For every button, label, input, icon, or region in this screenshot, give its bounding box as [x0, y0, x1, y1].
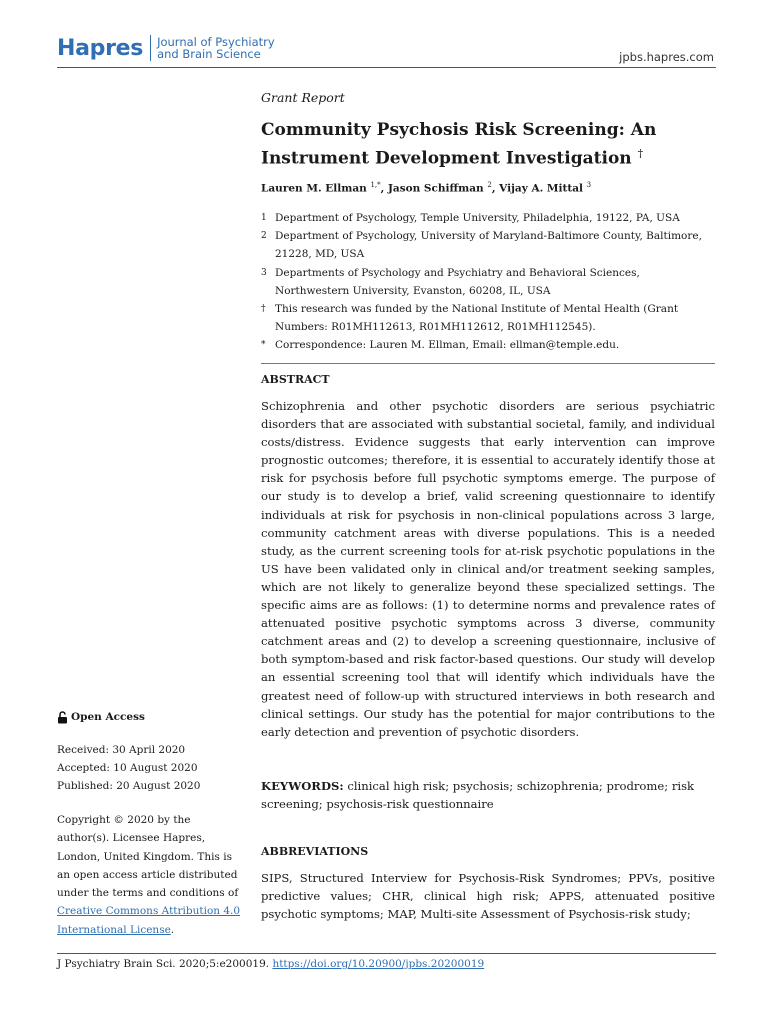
title-footnote-mark: † [637, 147, 644, 160]
header-divider [57, 67, 716, 68]
article-title [261, 118, 715, 171]
affiliation-text: This research was funded by the National Institute of Mental Health (Grant Numbers: R01MH112613, R01MH112612, R01MH112545). [275, 303, 679, 334]
abstract-text: Schizophrenia and other psychotic disorders are serious psychiatric disorders that are associated with substantial societal, family, and individual costs/distress. Evidence suggests that early intervention can improve prognostic outcomes; therefore, it is essential to accurately identify those at risk for psychosis before full psychotic symptoms emerge. The purpose of our study is to develop a brief, valid screening questionnaire to identify individuals at risk for psychosis in non-clinical populations across 3 large, community catchment areas with diverse populations. This is a needed study, as the current screening tools for at-risk psychotic populations in the US have been validated only in clinical and/or treatment seeking samples, which are not likely to generalize beyond these specialized settings. The specific aims are as follows: (1) to determine norms and prevalence rates of attenuated positive psychotic symptoms across 3 diverse, community catchment areas and (2) to develop a screening questionnaire, inclusive of both symptom-based and risk factor-based questions. Our study will develop an essential screening tool that will identify which individuals have the greatest need of follow-up with structured interviews in both research and clinical settings. Our study has the potential for major contributions to the early detection and prevention of psychotic disorders. [261, 399, 715, 739]
journal-logo[interactable] [57, 33, 275, 63]
journal-name-line-2: and Brain Science [157, 47, 261, 61]
affiliation-mark: † [261, 304, 266, 315]
author-affiliation-mark: 2 [487, 181, 492, 189]
received-date: Received: 30 April 2020 [57, 744, 186, 756]
copyright-text: Copyright © 2020 by the author(s). Licensee Hapres, London, United Kingdom. This is an open access article distributed under the terms and conditions of [57, 814, 239, 900]
article-type: Grant Report [261, 90, 345, 105]
affiliation-list [261, 209, 715, 355]
author-affiliation-mark: 3 [586, 181, 592, 189]
abstract-heading: ABSTRACT [261, 373, 330, 386]
author-name: Vijay A. Mittal [499, 182, 584, 195]
affiliation-item [261, 264, 715, 300]
abstract-divider [261, 363, 715, 364]
affiliation-text: Department of Psychology, University of Maryland-Baltimore County, Baltimore, 21228, MD, USA [275, 230, 702, 261]
journal-name-line-1: Journal of Psychiatry [157, 34, 275, 49]
accepted-date: Accepted: 10 August 2020 [57, 762, 198, 775]
journal-website[interactable]: jpbs.hapres.com [619, 50, 714, 64]
keywords-label: KEYWORDS: [261, 779, 344, 793]
author-name: Lauren M. Ellman [261, 182, 367, 195]
abbreviations-heading: ABBREVIATIONS [261, 845, 369, 858]
open-access-label [57, 708, 243, 726]
journal-name [157, 36, 275, 61]
affiliation-mark: * [261, 340, 266, 351]
affiliation-text: Department of Psychology, Temple University, Philadelphia, 19122, PA, USA [275, 212, 680, 224]
affiliation-item [261, 227, 715, 263]
keywords-text: clinical high risk; psychosis; schizophrenia; prodrome; risk screening; psychosis-risk questionnaire [261, 779, 695, 811]
copyright-notice [57, 811, 243, 939]
doi-link[interactable]: https://doi.org/10.20900/jpbs.20200019 [272, 958, 485, 970]
footer-citation [57, 958, 484, 970]
affiliation-mark: 1 [261, 213, 267, 223]
abbreviations-text: SIPS, Structured Interview for Psychosis-Risk Syndromes; PPVs, positive predictive values; CHR, clinical high risk; APPS, attenuated positive psychotic symptoms; MAP, Multi-site Assessment of Psychosis-risk study; [261, 871, 715, 922]
affiliation-mark: 2 [261, 231, 267, 242]
logo-wordmark: Hapres [57, 35, 144, 61]
published-date: Published: 20 August 2020 [57, 780, 201, 793]
author-separator: , [491, 182, 500, 195]
affiliation-item [261, 300, 715, 336]
affiliation-item [261, 209, 715, 227]
license-link[interactable]: Creative Commons Attribution 4.0 International License [57, 905, 241, 936]
keywords [261, 777, 715, 813]
citation-text: J Psychiatry Brain Sci. 2020;5:e200019. [57, 958, 273, 970]
author-list [261, 181, 715, 195]
author-name: Jason Schiffman [387, 182, 484, 195]
affiliation-text: Correspondence: Lauren M. Ellman, Email: ellman@temple.edu. [275, 339, 620, 352]
title-line-2: Instrument Development Investigation [261, 148, 632, 169]
copyright-end: . [170, 923, 175, 936]
open-access-text: Open Access [71, 711, 145, 723]
author-affiliation-mark: 1,* [370, 181, 381, 189]
affiliation-item [261, 336, 715, 354]
affiliation-mark: 3 [261, 267, 267, 278]
footer-divider [57, 953, 716, 954]
title-line-1: Community Psychosis Risk Screening: An [261, 120, 657, 140]
author-separator: , [380, 182, 388, 195]
open-lock-icon [57, 711, 68, 724]
logo-divider [150, 35, 151, 61]
affiliation-text: Departments of Psychology and Psychiatry and Behavioral Sciences, Northwestern University, Evanston, 60208, IL, USA [275, 266, 640, 297]
publication-dates [57, 741, 243, 796]
